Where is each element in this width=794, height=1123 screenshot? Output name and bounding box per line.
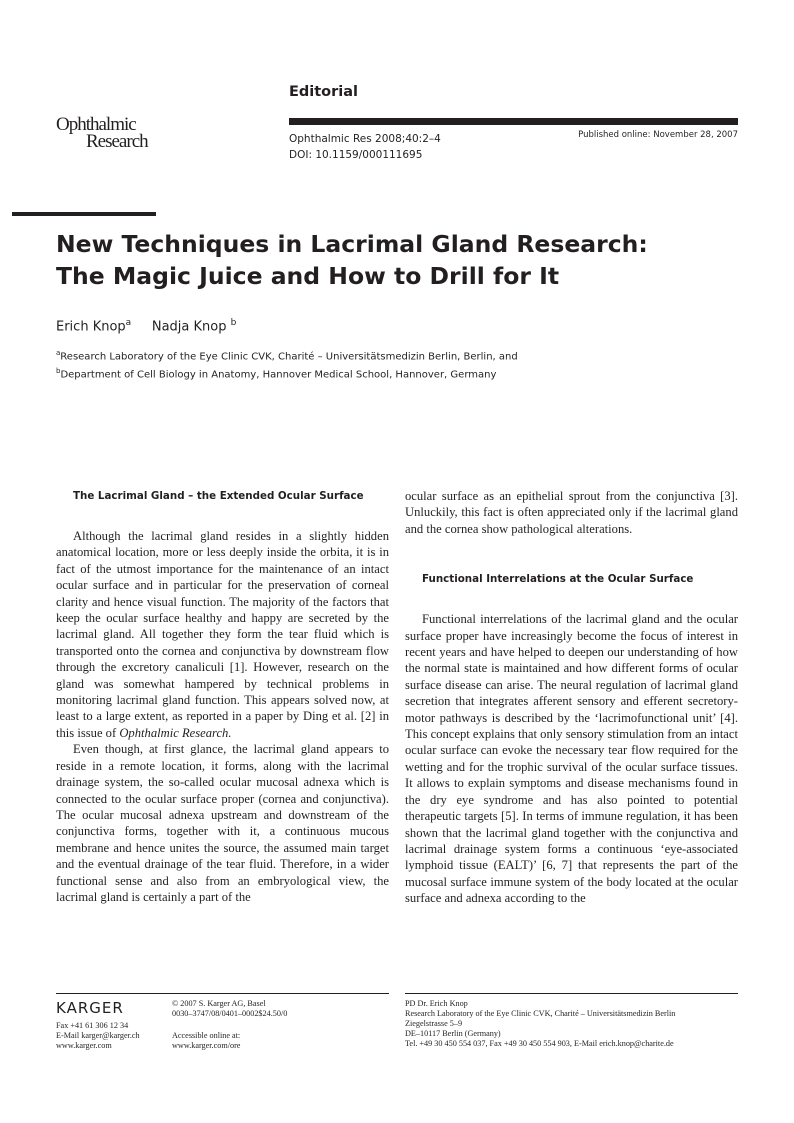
journal-name: Ophthalmic Research. [119, 725, 232, 740]
journal-logo-line2: Research [86, 131, 148, 152]
copyright-block [172, 999, 287, 1051]
journal-logo [56, 116, 176, 150]
affiliation-line: $^a$Research Laboratory of the Eye Clinic CVK, Charité – Universitätsmedizin Berlin, Berlin, and [56, 349, 518, 363]
affiliations [56, 346, 518, 383]
publisher-email[interactable]: E-Mail karger@karger.ch [56, 1031, 140, 1040]
section-heading: Functional Interrelations at the Ocular Surface [422, 573, 694, 586]
body-paragraph: Although the lacrimal gland resides in a slightly hidden anatomical location, more or less deeply inside the orbita, it is in fact of the utmost importance for the maintenance of an intact ocular surface and in particular for the preservation of corneal clarity and hence visual function. The majority of the factors that keep the ocular surface healthy and happy are secreted by the lacrimal gland. All together they form the tear fluid which is transported onto the cornea and conjunctiva by downstream flow through the excretory canaliculi [1]. However, research on the gland was somewhat hampered by technical problems in monitoring lacrimal gland function. This appears solved now, at least to a large extent, as reported in a paper by Ding et al. [2] in this issue of Ophthalmic Research. [56, 529, 389, 740]
article-title-line1: New Techniques in Lacrimal Gland Research: [56, 230, 648, 258]
affiliation-line: $^b$Department of Cell Biology in Anatomy, Hannover Medical School, Hannover, Germany [56, 367, 497, 381]
correspondence-city: DE–10117 Berlin (Germany) [405, 1029, 501, 1038]
author-affiliation-mark: b [230, 318, 237, 328]
article-title-line2: The Magic Juice and How to Drill for It [56, 262, 560, 290]
section-heading: The Lacrimal Gland – the Extended Ocular Surface [73, 490, 364, 502]
authors [56, 318, 236, 334]
correspondence-contact: Tel. +49 30 450 554 037, Fax +49 30 450 554 903, E-Mail erich.knop@charite.de [405, 1039, 674, 1048]
title-rule [12, 212, 156, 216]
publisher-website[interactable]: www.karger.com [56, 1041, 112, 1050]
correspondence-name: PD Dr. Erich Knop [405, 999, 468, 1008]
body-column-right [405, 488, 738, 907]
correspondence-lab: Research Laboratory of the Eye Clinic CVK, Charité – Universitätsmedizin Berlin [405, 1009, 676, 1018]
body-column-left [56, 488, 389, 905]
journal-logo-line1: Ophthalmic [56, 114, 136, 135]
body-paragraph: Even though, at first glance, the lacrimal gland appears to reside in a remote location, it forms, along with the lacrimal drainage system, the so-called ocular mucosal adnexa which is connected to the ocular surface proper (cornea and conjunctiva). The ocular mucosal adnexa upstream and downstream of the conjunctiva forms, together with it, a continuous mucous membrane and hence unites the source, the assumed main target and the eventual drainage of the tear fluid. Therefore, in a wider functional sense and also from an embryological view, the lacrimal gland is certainly a part of the [56, 742, 389, 904]
section-label: Editorial [289, 84, 359, 100]
footer-rule [405, 993, 738, 994]
citation: Ophthalmic Res 2008;40:2–4 [289, 133, 441, 145]
publisher-contact [56, 1021, 140, 1051]
accessible-url[interactable]: www.karger.com/ore [172, 1041, 241, 1050]
issn: 0030–3747/08/0401–0002$24.50/0 [172, 1009, 288, 1018]
author-name: Nadja Knop [151, 319, 227, 335]
accessible-label: Accessible online at: [172, 1031, 241, 1040]
article-title [56, 228, 756, 292]
footer-rule [56, 993, 389, 994]
body-paragraph: Functional interrelations of the lacrimal gland and the ocular surface proper have increasingly become the focus of interest in recent years and have helped to deepen our understanding of how the normal state is maintained and how different forms of ocular surface disease can arise. The neural regulation of lacrimal gland secretion that integrates afferent sensory and efferent secretory-motor pathways is described by the ‘lacrimofunctional unit’ [4]. This concept explains that only sensory stimulation from an intact ocular surface can evoke the necessary tear flow required for the wetting and for the trophic survival of the ocular surface tissues. It allows to explain symptoms and disease mechanisms found in the dry eye syndrome and has also pointed to potential therapeutic targets [5]. In terms of immune regulation, it has been shown that the lacrimal gland together with the conjunctiva and lacrimal drainage system forms a continuous ‘eye-associated lymphoid tissue (EALT)’ [6, 7] that represents the part of the mucosal surface immune system of the body located at the ocular surface and adnexa according to the [405, 612, 738, 906]
author-affiliation-mark: a [125, 318, 132, 328]
author-name: Erich Knop [56, 319, 126, 335]
body-paragraph: ocular surface as an epithelial sprout from the conjunctiva [3]. Unluckily, this fact is often appreciated only if the lacrimal gland and the cornea show pathological alterations. [405, 489, 738, 536]
publisher-logo: KARGER [56, 999, 124, 1017]
copyright: © 2007 S. Karger AG, Basel [172, 999, 266, 1008]
citation-block [289, 131, 441, 163]
correspondence-street: Ziegelstrasse 5–9 [405, 1019, 463, 1028]
published-date: Published online: November 28, 2007 [578, 130, 738, 140]
correspondence-block [405, 999, 675, 1049]
header-rule [289, 118, 738, 125]
publisher-fax: Fax +41 61 306 12 34 [56, 1021, 129, 1030]
doi: DOI: 10.1159/000111695 [289, 149, 423, 161]
